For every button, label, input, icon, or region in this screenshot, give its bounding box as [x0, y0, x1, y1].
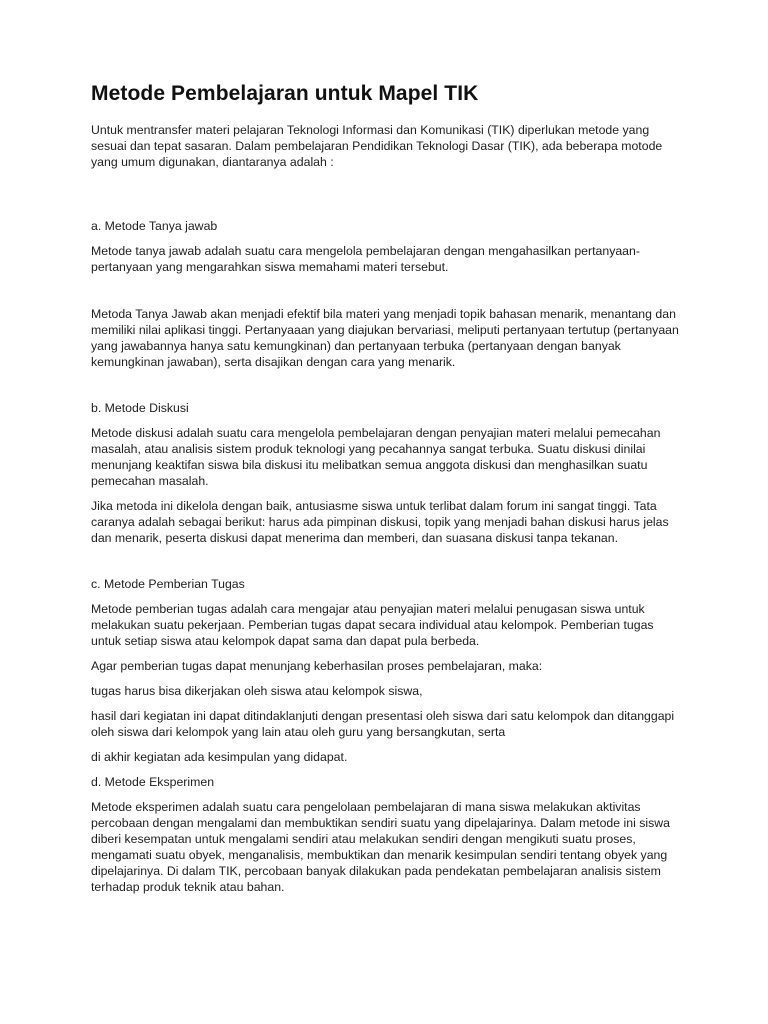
section-c-heading: c. Metode Pemberian Tugas	[91, 577, 245, 591]
section-c-paragraph-5: di akhir kegiatan ada kesimpulan yang didapat.	[91, 750, 348, 764]
section-d-heading: d. Metode Eksperimen	[91, 775, 215, 789]
section-c-paragraph-3: tugas harus bisa dikerjakan oleh siswa atau kelompok siswa,	[91, 684, 423, 698]
section-c-paragraph-4: hasil dari kegiatan ini dapat ditindaklanjuti dengan presentasi oleh siswa dari satu kelompok dan ditanggapi oleh siswa dari kelompok yang lain atau oleh guru yang bersangkutan, serta	[91, 709, 675, 739]
section-a-paragraph-2: Metoda Tanya Jawab akan menjadi efektif bila materi yang menjadi topik bahasan menarik, menantang dan memiliki nilai aplikasi tinggi. Pertanyaaan yang diajukan bervariasi, meliputi pertanyaan tertutup (pertanyaan yang jawabannya hanya satu kemungkinan) dan pertanyaan terbuka (pertanyaan dengan banyak kemungkinan jawaban), serta disajikan dengan cara yang menarik.	[91, 307, 679, 369]
section-c-paragraph-1: Metode pemberian tugas adalah cara mengajar atau penyajian materi melalui penugasan siswa untuk melakukan suatu pekerjaan. Pemberian tugas dapat secara individual atau kelompok. Pemberian tugas untuk setiap siswa atau kelompok dapat sama dan dapat pula berbeda.	[91, 602, 654, 648]
intro-paragraph: Untuk mentransfer materi pelajaran Teknologi Informasi dan Komunikasi (TIK) diperlukan metode yang sesuai dan tepat sasaran. Dalam pembelajaran Pendidikan Teknologi Dasar (TIK), ada beberapa motode yang umum digunakan, diantaranya adalah :	[91, 123, 663, 169]
section-b-paragraph-1: Metode diskusi adalah suatu cara mengelola pembelajaran dengan penyajian materi melalui pemecahan masalah, atau analisis sistem produk teknologi yang pecahannya sangat terbuka. Suatu diskusi dinilai menunjang keaktifan siswa bila diskusi itu melibatkan semua anggota diskusi dan menghasilkan suatu pemecahan masalah.	[91, 426, 661, 488]
section-d-paragraph-1: Metode eksperimen adalah suatu cara pengelolaan pembelajaran di mana siswa melakukan aktivitas percobaan dengan mengalami dan membuktikan sendiri suatu yang dipelajarinya. Dalam metode ini siswa diberi kesempatan untuk mengalami sendiri atau melakukan sendiri dengan mengikuti suatu proses, mengamati suatu obyek, menganalisis, membuktikan dan menarik kesimpulan sendiri tentang obyek yang dipelajarinya. Di dalam TIK, percobaan banyak dilakukan pada pendekatan pembelajaran analisis sistem terhadap produk teknik atau bahan.	[91, 800, 670, 894]
document-title: Metode Pembelajaran untuk Mapel TIK	[91, 82, 479, 105]
document-body	[91, 80, 681, 904]
section-a-heading: a. Metode Tanya jawab	[91, 219, 218, 233]
section-a-paragraph-1: Metode tanya jawab adalah suatu cara mengelola pembelajaran dengan mengahasilkan pertanyaan-pertanyaan yang mengarahkan siswa memahami materi tersebut.	[91, 244, 640, 274]
section-b-heading: b. Metode Diskusi	[91, 401, 189, 415]
section-c-paragraph-2: Agar pemberian tugas dapat menunjang keberhasilan proses pembelajaran, maka:	[91, 659, 543, 673]
section-b-paragraph-2: Jika metoda ini dikelola dengan baik, antusiasme siswa untuk terlibat dalam forum ini sangat tinggi. Tata caranya adalah sebagai berikut: harus ada pimpinan diskusi, topik yang menjadi bahan diskusi harus jelas dan menarik, peserta diskusi dapat menerima dan memberi, dan suasana diskusi tanpa tekanan.	[91, 499, 669, 545]
